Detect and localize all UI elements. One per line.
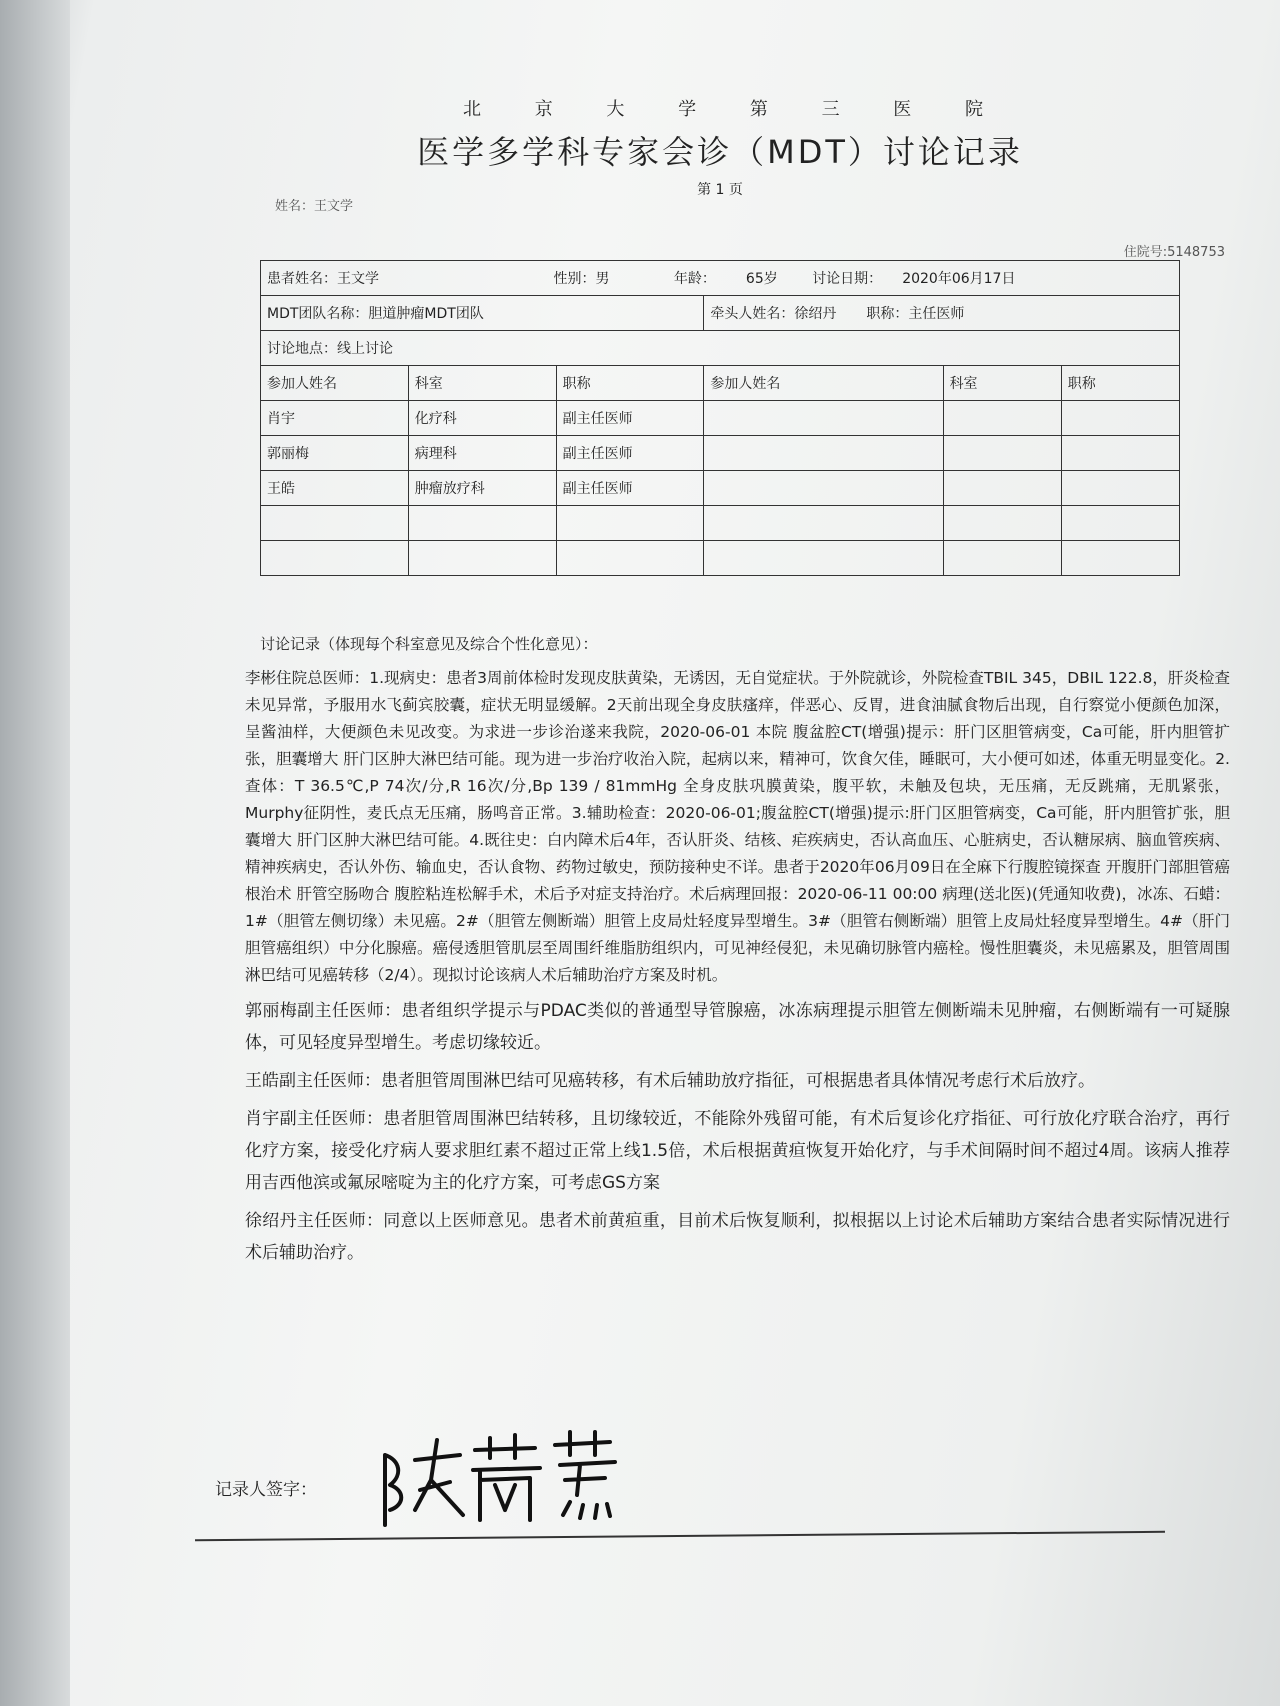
attendee-cell bbox=[1061, 506, 1179, 541]
handwritten-signature bbox=[365, 1420, 625, 1540]
attendee-row bbox=[261, 506, 1180, 541]
document-title: 医学多学科专家会诊（MDT）讨论记录 bbox=[417, 133, 1023, 171]
discussion-body bbox=[245, 665, 1230, 1272]
header-cell: 科室 bbox=[408, 366, 556, 401]
leader-label: 牵头人姓名： bbox=[710, 306, 795, 322]
attendee-cell: 副主任医师 bbox=[556, 471, 704, 506]
bottom-rule bbox=[195, 1531, 1165, 1541]
hospital-name: 北 京 大 学 第 三 医 院 bbox=[462, 99, 1008, 120]
mdt-record-page bbox=[215, 95, 1230, 1500]
leader-name: 徐绍丹 bbox=[794, 306, 837, 322]
attendee-cell bbox=[261, 541, 409, 576]
attendee-row bbox=[261, 401, 1180, 436]
attendee-cell: 肖宇 bbox=[261, 401, 409, 436]
attendee-cell bbox=[408, 506, 556, 541]
patient-name: 王文学 bbox=[337, 271, 379, 287]
header-cell: 参加人姓名 bbox=[704, 366, 943, 401]
opinion-pathology: 郭丽梅副主任医师：患者组织学提示与PDAC类似的普通型导管腺癌，冰冻病理提示胆管左侧断端未见肿瘤，右侧断端有一可疑腺体，可见轻度异型增生。考虑切缘较近。 bbox=[245, 1001, 1230, 1053]
header-cell: 职称 bbox=[1061, 366, 1179, 401]
attendee-cell bbox=[408, 541, 556, 576]
gender: 男 bbox=[595, 271, 610, 287]
attendee-cell bbox=[1061, 471, 1179, 506]
attendee-cell: 郭丽梅 bbox=[261, 436, 409, 471]
attendee-row bbox=[261, 436, 1180, 471]
age: 65岁 bbox=[745, 271, 778, 287]
mdt-info-table bbox=[260, 260, 1180, 576]
opinion-radiotherapy: 王皓副主任医师：患者胆管周围淋巴结可见癌转移，有术后辅助放疗指征，可根据患者具体情况考虑行术后放疗。 bbox=[245, 1071, 1095, 1091]
summary-paragraph: 李彬住院总医师：1.现病史：患者3周前体检时发现皮肤黄染，无诱因，无自觉症状。于外院就诊，外院检查TBIL 345，DBIL 122.8，肝炎检查未见异常，予服用水飞蓟宾胶囊，症状无明显缓解。2天前出现全身皮肤瘙痒，伴恶心、反胃，进食油腻食物后出现，自行察觉小便颜色加深，呈酱油样，大便颜色未见改变。为求进一步诊治遂来我院，2020-06-01 本院 腹盆腔CT(增强)提示：肝门区胆管病变，Ca可能，肝内胆管扩张，胆囊增大 肝门区肿大淋巴结可能。现为进一步治疗收治入院，起病以来，精神可，饮食欠佳，睡眠可，大小便可如述，体重无明显变化。2.查体：T 36.5℃,P 74次/分,R 16次/分,Bp 139 / 81mmHg 全身皮肤巩膜黄染，腹平软，未触及包块，无压痛，无反跳痛，无肌紧张，Murphy征阴性，麦氏点无压痛，肠鸣音正常。3.辅助检查：2020-06-01;腹盆腔CT(增强)提示:肝门区胆管病变，Ca可能，肝内胆管扩张，胆囊增大 肝门区肿大淋巴结可能。4.既往史：白内障术后4年，否认肝炎、结核、疟疾病史，否认高血压、心脏病史，否认糖尿病、脑血管疾病、精神疾病史，否认外伤、输血史，否认食物、药物过敏史，预防接种史不详。患者于2020年06月09日在全麻下行腹腔镜探查 开腹肝门部胆管癌根治术 肝管空肠吻合 腹腔粘连松解手术，术后予对症支持治疗。术后病理回报：2020-06-11 00:00 病理(送北医)(凭通知收费)，冰冻、石蜡：1#（胆管左侧切缘）未见癌。2#（胆管左侧断端）胆管上皮局灶轻度异型增生。3#（胆管右侧断端）胆管上皮局灶轻度异型增生。4#（肝门胆管癌组织）中分化腺癌。癌侵透胆管肌层至周围纤维脂肪组织内，可见神经侵犯，未见确切脉管内癌栓。慢性胆囊炎，未见癌累及，胆管周围淋巴结可见癌转移（2/4）。现拟讨论该病人术后辅助治疗方案及时机。 bbox=[245, 669, 1230, 984]
attendee-cell bbox=[556, 506, 704, 541]
place-cell bbox=[261, 331, 1180, 366]
attendee-cell bbox=[943, 541, 1061, 576]
attendee-row bbox=[261, 471, 1180, 506]
attendee-cell bbox=[943, 471, 1061, 506]
attendee-cell bbox=[704, 471, 943, 506]
opinion-leader: 徐绍丹主任医师：同意以上医师意见。患者术前黄疸重，目前术后恢复顺利，拟根据以上讨论术后辅助方案结合患者实际情况进行术后辅助治疗。 bbox=[245, 1211, 1230, 1263]
attendee-cell bbox=[1061, 541, 1179, 576]
attendee-cell: 化疗科 bbox=[408, 401, 556, 436]
leader-title-label: 职称： bbox=[866, 306, 909, 322]
team-cell bbox=[261, 296, 704, 331]
place-label: 讨论地点： bbox=[267, 341, 337, 357]
opinion-chemotherapy: 肖宇副主任医师：患者胆管周围淋巴结转移，且切缘较近，不能除外残留可能，有术后复诊化疗指征、可行放化疗联合治疗，再行化疗方案，接受化疗病人要求胆红素不超过正常上线1.5倍，术后根据黄疸恢复开始化疗，与手术间隔时间不超过4周。该病人推荐用吉西他滨或氟尿嘧啶为主的化疗方案，可考虑GS方案 bbox=[245, 1109, 1230, 1193]
attendee-cell: 王皓 bbox=[261, 471, 409, 506]
attendees-table bbox=[261, 366, 1180, 401]
discussion-heading: 讨论记录（体现每个科室意见及综合个性化意见）： bbox=[260, 635, 598, 653]
attendee-row bbox=[261, 541, 1180, 576]
date-label: 讨论日期： bbox=[812, 271, 883, 287]
attendee-cell bbox=[943, 436, 1061, 471]
team-label: MDT团队名称： bbox=[267, 306, 369, 322]
attendee-cell: 副主任医师 bbox=[556, 401, 704, 436]
leader-cell bbox=[704, 296, 1180, 331]
header-cell: 职称 bbox=[556, 366, 704, 401]
attendee-cell bbox=[556, 541, 704, 576]
attendee-cell bbox=[704, 401, 943, 436]
place: 线上讨论 bbox=[337, 341, 393, 357]
signature-label: 记录人签字： bbox=[215, 1480, 317, 1500]
patient-row bbox=[261, 261, 1180, 296]
attendee-cell: 副主任医师 bbox=[556, 436, 704, 471]
leader-title: 主任医师 bbox=[908, 306, 965, 322]
age-label: 年龄： bbox=[673, 271, 716, 287]
attendee-cell bbox=[261, 506, 409, 541]
header-cell: 科室 bbox=[943, 366, 1061, 401]
attendee-cell bbox=[704, 436, 943, 471]
attendee-cell bbox=[943, 401, 1061, 436]
attendee-cell: 肿瘤放疗科 bbox=[408, 471, 556, 506]
attendee-cell bbox=[943, 506, 1061, 541]
discussion-date: 2020年06月17日 bbox=[902, 271, 1016, 287]
attendee-rows bbox=[261, 401, 1180, 576]
page-shadow bbox=[0, 0, 70, 1706]
patient-label: 患者姓名： bbox=[267, 271, 337, 287]
attendee-cell bbox=[1061, 401, 1179, 436]
attendee-cell: 病理科 bbox=[408, 436, 556, 471]
header-cell: 参加人姓名 bbox=[261, 366, 409, 401]
attendee-cell bbox=[1061, 436, 1179, 471]
top-left-name: 姓名：王文学 bbox=[275, 199, 354, 214]
attendee-cell bbox=[704, 506, 943, 541]
team-name: 胆道肿瘤MDT团队 bbox=[368, 306, 484, 322]
attendee-cell bbox=[704, 541, 943, 576]
admission-number: 住院号:5148753 bbox=[1123, 245, 1225, 260]
page-number: 第 1 页 bbox=[697, 182, 743, 198]
gender-label: 性别： bbox=[553, 271, 596, 287]
